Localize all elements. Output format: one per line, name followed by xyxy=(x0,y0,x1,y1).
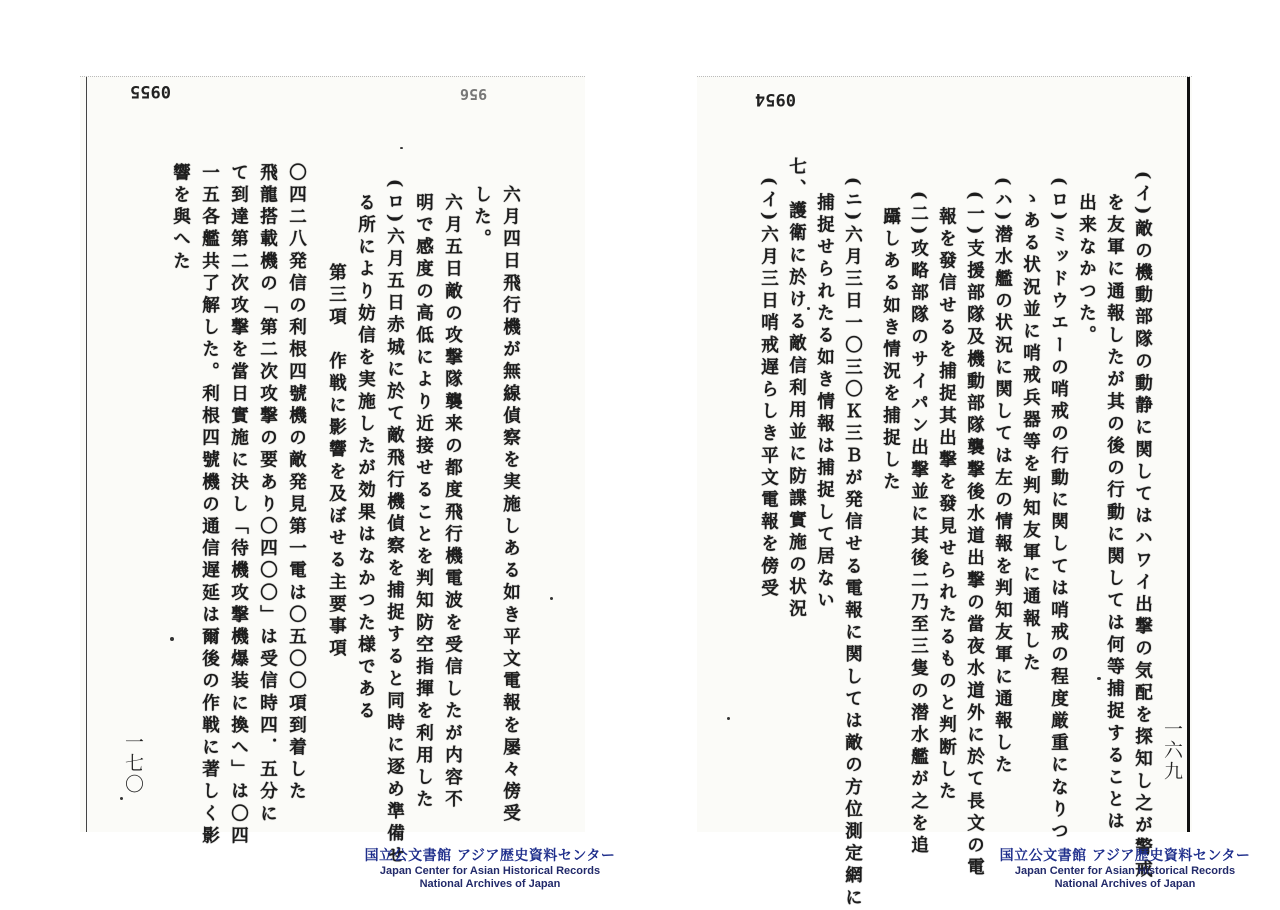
stamp-number-faint: 956 xyxy=(460,85,488,103)
text-column: 捕捉せられたる如き情報は捕捉して居ない xyxy=(814,193,835,613)
footer-org-en: Japan Center for Asian Historical Records xyxy=(379,865,601,877)
footer-archives: National Archives of Japan xyxy=(1054,878,1196,890)
stamp-number: 0955 xyxy=(130,81,171,101)
text-column: て到達第二次攻撃を當日實施に決し「待機攻撃機爆装に換へ」は〇四 xyxy=(228,163,249,849)
text-column: 六月四日飛行機が無線偵察を実施しある如き平文電報を屡々傍受 xyxy=(500,185,521,826)
text-column: 一五各艦共了解した。利根四號機の通信遅延は爾後の作戦に著しく影 xyxy=(199,163,220,849)
text-column: (ロ)六月五日赤城に於て敵飛行機偵察を捕捉すると同時に逐め準備せ xyxy=(384,179,405,868)
scan-speck xyxy=(170,637,174,641)
text-column: (二)攻略部隊のサイパン出撃並に其後二乃至三隻の潜水艦が之を追 xyxy=(908,191,929,858)
text-column: (ロ)ミッドウエーの哨戒の行動に関しては哨戒の程度厳重になりつ xyxy=(1048,177,1069,844)
scan-speck xyxy=(400,147,403,149)
page-folio: 一六九 xyxy=(1161,719,1183,782)
footer-org-en: Japan Center for Asian Historical Records xyxy=(1014,865,1236,877)
text-column: (ハ)潜水艦の状況に関しては左の情報を判知友軍に通報した xyxy=(992,177,1013,778)
text-column: (イ)六月三日哨戒遅らしき平文電報を傍受 xyxy=(758,177,779,601)
footer-org-jp: 国立公文書館 アジア歴史資料センター xyxy=(364,848,616,864)
page-edge-line xyxy=(1187,77,1190,832)
text-column: る所により妨信を実施したが効果はなかつた様である xyxy=(355,193,376,724)
text-column: 躡しある如き情況を捕捉した xyxy=(880,207,901,495)
jacar-footer-left xyxy=(340,845,640,891)
text-column: ゝある状況並に哨戒兵器等を判知友軍に通報した xyxy=(1020,189,1041,676)
jacar-footer-right xyxy=(975,845,1275,891)
text-column: 飛龍搭載機の「第二次攻撃の要あり〇四〇〇」は受信時四．五分に xyxy=(257,163,278,826)
text-column: 六月五日敵の攻撃隊襲来の都度飛行機電波を受信したが内容不 xyxy=(442,193,463,812)
scan-speck xyxy=(727,717,730,720)
text-column: 響を與へた xyxy=(170,163,191,274)
text-column: (一)支援部隊及機動部隊襲撃後水道出撃の當夜水道外に於て長文の電 xyxy=(964,191,985,880)
text-column: 明で感度の高低により近接せることを判知防空指揮を利用した xyxy=(413,193,434,812)
page-edge-line xyxy=(86,77,87,832)
text-column: 第三項 作戦に影響を及ぼせる主要事項 xyxy=(326,263,347,661)
scan-speck xyxy=(550,597,553,600)
page-folio: 一七〇 xyxy=(122,732,144,795)
scan-speck xyxy=(807,307,810,310)
scan-speck xyxy=(120,797,123,800)
footer-org-jp: 国立公文書館 アジア歴史資料センター xyxy=(999,848,1251,864)
text-column: 〇四二八発信の利根四號機の敵発見第一電は〇五〇〇項到着した xyxy=(286,163,307,804)
text-column: 出来なかつた。 xyxy=(1076,193,1097,348)
text-column: (ニ)六月三日一〇三〇Ｋ三Ｂが発信せる電報に関しては敵の方位測定網に xyxy=(842,177,863,910)
text-column: を友軍に通報したが其の後の行動に関しては何等捕捉することは xyxy=(1104,193,1125,834)
footer-archives: National Archives of Japan xyxy=(419,878,561,890)
text-column: した。 xyxy=(471,185,492,252)
stamp-number: 0954 xyxy=(755,89,796,109)
text-column: 報を發信せるを捕捉其出撃を發見せられたるものと判断した xyxy=(936,207,957,804)
scan-speck xyxy=(1097,677,1101,680)
text-column: (イ)敵の機動部隊の動静に関してはハワイ出撃の気配を探知し之が警戒 xyxy=(1132,171,1153,882)
text-column: 七、護衛に於ける敵信利用並に防諜實施の状況 xyxy=(786,157,807,622)
